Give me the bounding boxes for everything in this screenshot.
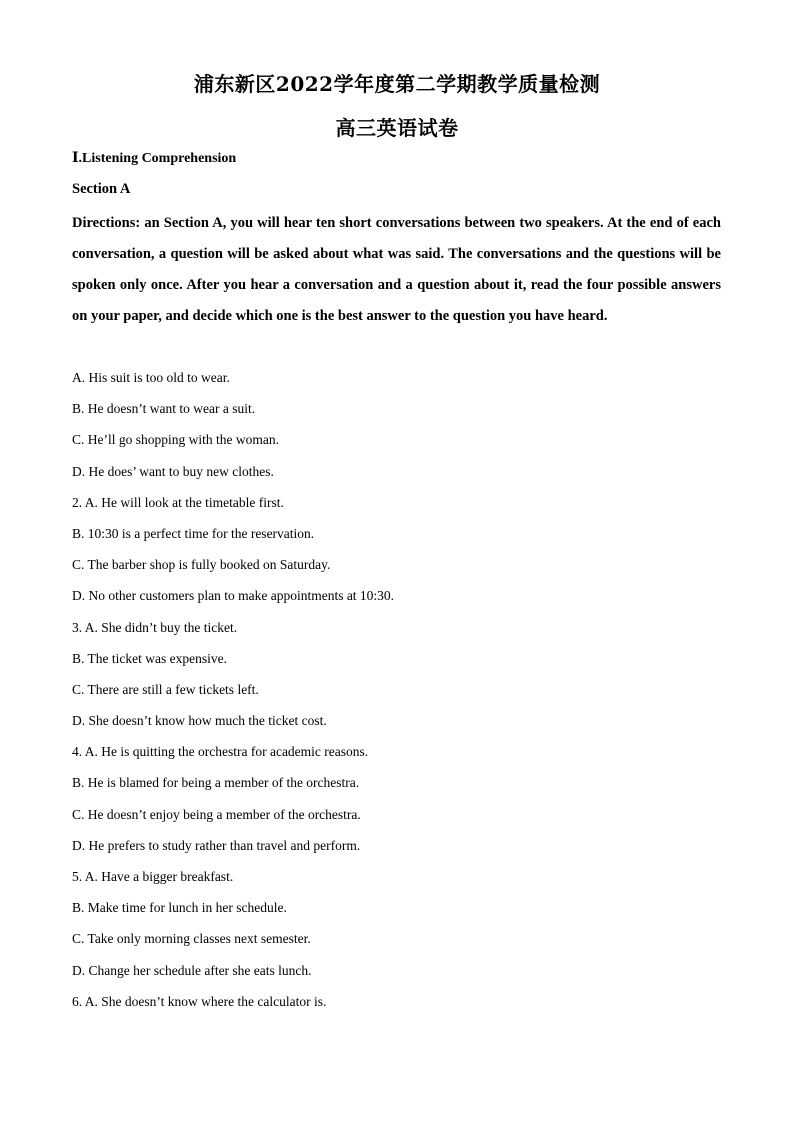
directions-paragraph: Directions: an Section A, you will hear ten short conversations between two speakers. At the end of each conversation, a question will be asked about what was said. The conversations and the questions will be spoken only once. After you hear a conversation and a question about it, read the four possible answers on your paper, and decide which one is the best answer to the question you have heard. <box>72 215 721 324</box>
answer-option: A. His suit is too old to wear. <box>72 370 230 385</box>
answer-option: C. There are still a few tickets left. <box>72 681 259 697</box>
answer-option: C. He’ll go shopping with the woman. <box>72 432 279 448</box>
answer-option: C. The barber shop is fully booked on Saturday. <box>72 557 331 573</box>
answer-option: 5. A. Have a bigger breakfast. <box>72 869 234 884</box>
exam-subtitle: 高三英语试卷 <box>335 116 459 140</box>
answer-option: B. He doesn’t want to wear a suit. <box>72 401 256 417</box>
answer-option: 2. A. He will look at the timetable first. <box>72 494 284 510</box>
section-heading: Section A <box>72 181 131 197</box>
answer-option: B. The ticket was expensive. <box>72 650 227 666</box>
answer-option: B. He is blamed for being a member of the orchestra. <box>72 775 360 791</box>
answer-option: C. He doesn’t enjoy being a member of the orchestra. <box>72 806 361 822</box>
answer-option: B. 10:30 is a perfect time for the reservation. <box>72 525 315 541</box>
answer-options-list <box>72 365 722 1020</box>
exam-title: 浦东新区2022学年度第二学期教学质量检测 <box>193 72 601 96</box>
answer-option: 4. A. He is quitting the orchestra for academic reasons. <box>72 744 369 760</box>
answer-option: D. He does’ want to buy new clothes. <box>72 463 274 479</box>
answer-option: D. Change her schedule after she eats lunch. <box>72 962 312 978</box>
answer-option: 3. A. She didn’t buy the ticket. <box>72 619 238 635</box>
answer-option: B. Make time for lunch in her schedule. <box>72 900 287 916</box>
answer-option: C. Take only morning classes next semester. <box>72 931 311 947</box>
answer-option: D. He prefers to study rather than travel and perform. <box>72 837 361 853</box>
answer-option: 6. A. She doesn’t know where the calculator is. <box>72 993 327 1009</box>
answer-option: D. She doesn’t know how much the ticket cost. <box>72 713 327 729</box>
part-heading: Ⅰ.Listening Comprehension <box>72 151 237 166</box>
answer-option: D. No other customers plan to make appointments at 10:30. <box>72 588 395 604</box>
